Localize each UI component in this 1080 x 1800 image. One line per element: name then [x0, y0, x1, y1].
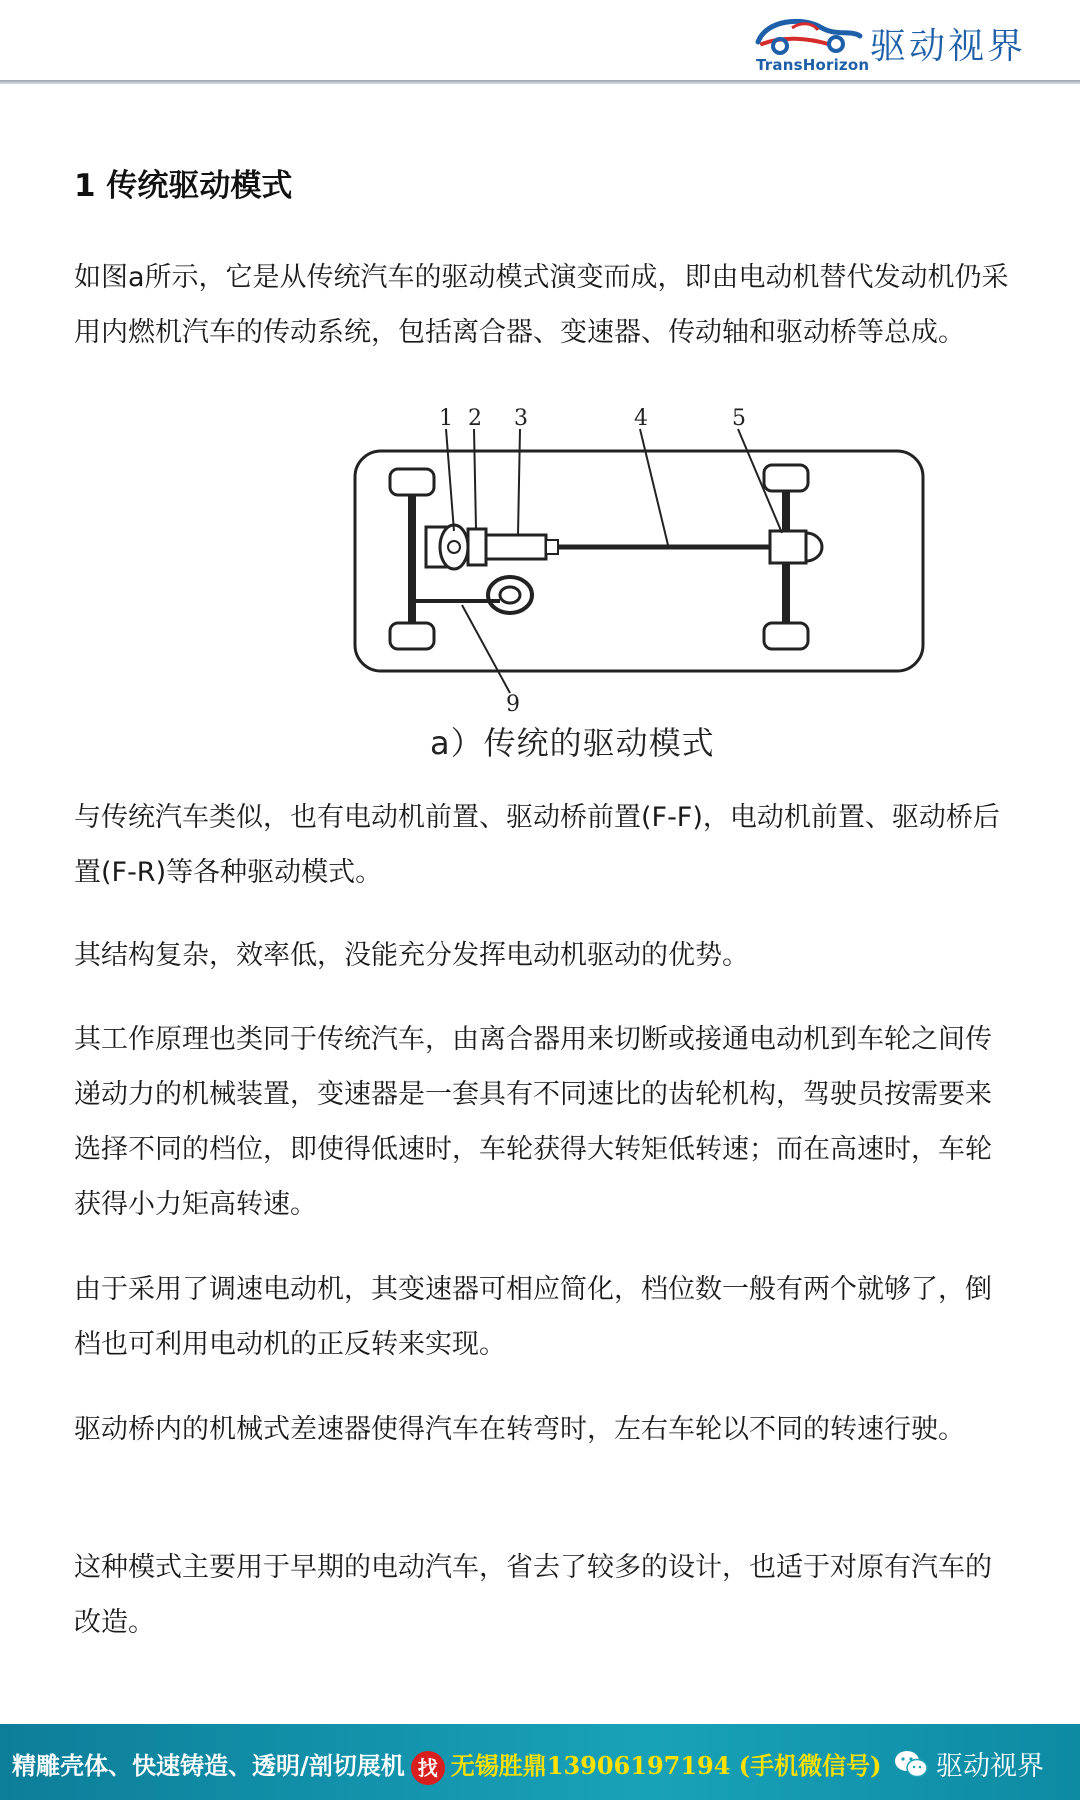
footer-banner[interactable] — [0, 1724, 1080, 1800]
find-badge: 找 — [411, 1751, 445, 1785]
section-heading: 1 传统驱动模式 — [74, 168, 293, 204]
paragraph-principle: 其工作原理也类同于传统汽车，由离合器用来切断或接通电动机到车轮之间传递动力的机械装置，变速器是一套具有不同速比的齿轮机构，驾驶员按需要来选择不同的档位，即使得低速时，车轮获得大转矩低转速；而在高速时，车轮获得小力矩高转速。 — [74, 1024, 992, 1220]
paragraph-usage: 这种模式主要用于早期的电动汽车，省去了较多的设计，也适于对原有汽车的改造。 — [74, 1552, 992, 1638]
logo-title: 驱动视界 — [870, 26, 1027, 67]
drive-diagram — [350, 405, 930, 765]
ad-text: 精雕壳体、快速铸造、透明/剖切展机 — [12, 1751, 405, 1780]
drive-layout-svg — [350, 405, 930, 715]
rear-left-wheel — [764, 465, 808, 491]
label-5: 5 — [732, 406, 746, 431]
label-2: 2 — [468, 406, 482, 431]
header-divider — [0, 80, 1080, 84]
article-heading-wrap — [74, 160, 1014, 205]
paragraph-drawbacks: 其结构复杂，效率低，没能充分发挥电动机驱动的优势。 — [74, 940, 749, 971]
paragraph-intro: 如图a所示，它是从传统汽车的驱动模式演变而成，即由电动机替代发动机仍采用内燃机汽车的传动系统，包括离合器、变速器、传动轴和驱动桥等总成。 — [74, 262, 1009, 348]
transhorizon-logo-icon — [752, 14, 864, 56]
rear-right-wheel — [764, 623, 808, 649]
label-3: 3 — [514, 406, 528, 431]
wechat-label: 驱动视界 — [936, 1751, 1044, 1782]
figure-caption: a）传统的驱动模式 — [430, 724, 715, 762]
wechat-account[interactable] — [894, 1744, 1044, 1783]
ad-line[interactable] — [12, 1746, 882, 1785]
header — [0, 0, 1080, 84]
label-1: 1 — [439, 406, 453, 431]
brand-logo[interactable] — [752, 14, 1052, 76]
front-left-wheel — [390, 469, 434, 495]
differential — [770, 531, 806, 563]
label-9: 9 — [506, 692, 520, 715]
paragraph-differential: 驱动桥内的机械式差速器使得汽车在转弯时，左右车轮以不同的转速行驶。 — [74, 1414, 965, 1445]
paragraph-gearbox: 由于采用了调速电动机，其变速器可相应简化，档位数一般有两个就够了，倒档也可利用电动机的正反转来实现。 — [74, 1274, 992, 1360]
paragraph-modes: 与传统汽车类似，也有电动机前置、驱动桥前置(F-F)，电动机前置、驱动桥后置(F-R)等各种驱动模式。 — [74, 802, 1000, 888]
steering-wheel — [488, 577, 532, 613]
label-4: 4 — [634, 406, 648, 431]
ad-phone: 无锡胜鼎13906197194 (手机微信号) — [450, 1751, 882, 1780]
gearbox — [486, 535, 546, 559]
logo-subtitle: TransHorizon — [756, 56, 870, 74]
gearbox-plate — [468, 529, 486, 565]
front-right-wheel — [390, 623, 434, 649]
wechat-icon — [894, 1749, 928, 1779]
